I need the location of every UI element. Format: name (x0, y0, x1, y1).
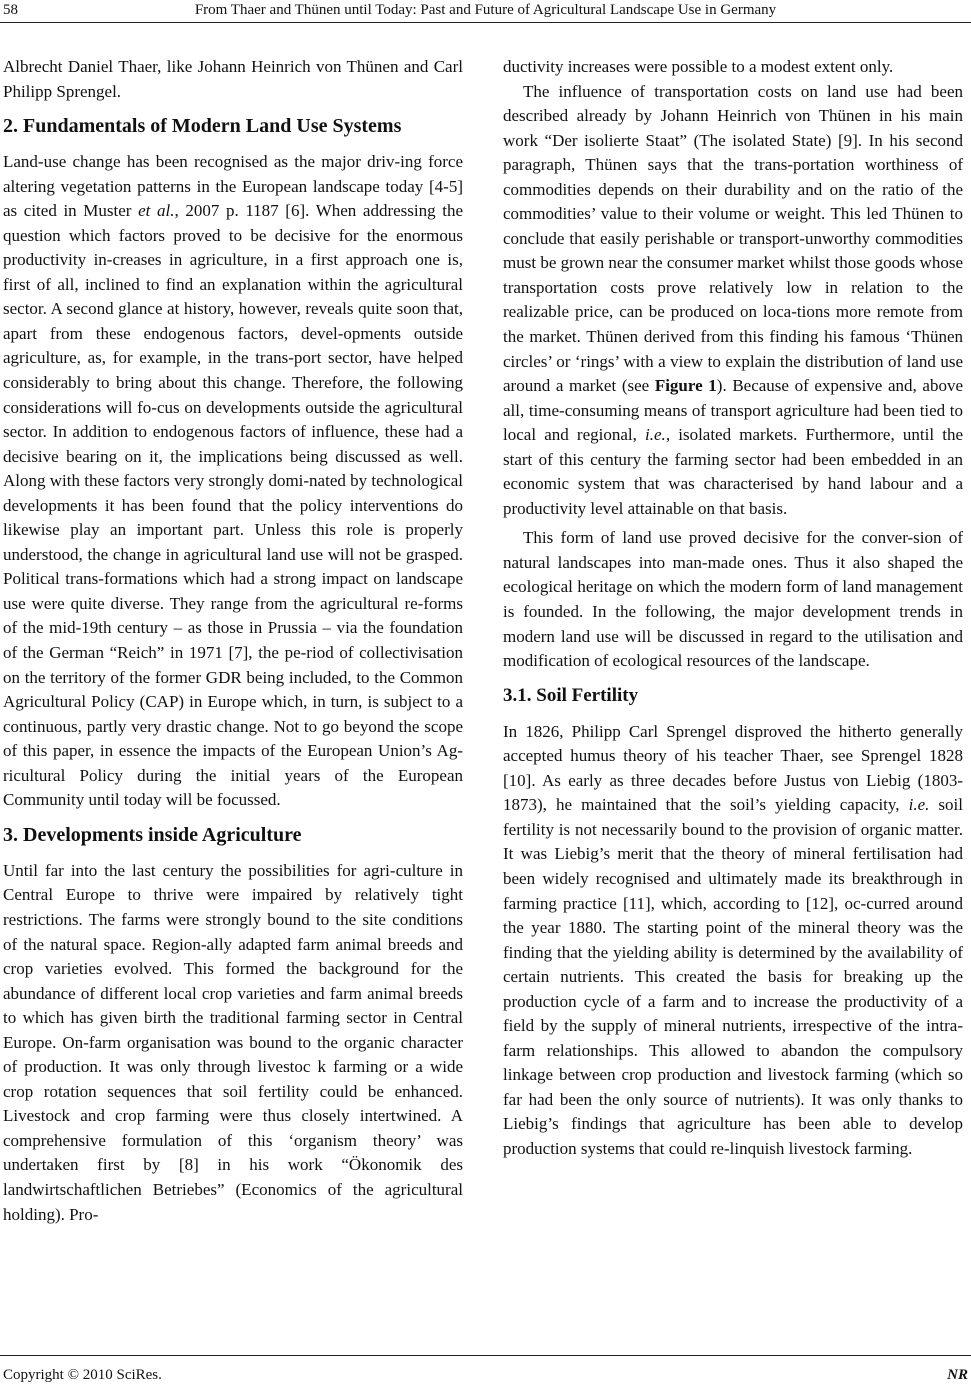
text-span: In 1826, Philipp Carl Sprengel disproved the hitherto generally accepted humus theory of his teacher Thaer, see Sprengel 1828 [10]. As early as three decades before Justus von Liebig (1803-1873), he maintained that the soil’s yielding capacity, (503, 721, 963, 815)
figure-reference: Figure 1 (654, 376, 717, 396)
copyright-notice: Copyright © 2010 SciRes. (3, 1367, 162, 1383)
page-footer (0, 1355, 971, 1386)
ie-italic: i.e. (645, 425, 666, 445)
text-span: , isolated markets. Furthermore, until the start of this century the farming sector had been embedded in an economic system that was characterised by hand labour and a productivity level attainable on that basis. (503, 425, 963, 518)
intro-paragraph: Albrecht Daniel Thaer, like Johann Heinrich von Thünen and Carl Philipp Sprengel. (3, 57, 463, 101)
footer-rule (0, 1355, 971, 1356)
section-3-heading: 3. Developments inside Agriculture (3, 823, 302, 846)
etal-italic: et al. (138, 201, 175, 221)
right-column (503, 55, 963, 1162)
section-2-heading: 2. Fundamentals of Modern Land Use Systems (3, 115, 402, 138)
page-header (0, 0, 971, 26)
text-span: , 2007 p. 1187 [6]. When addressing the question which factors proved to be decisive for the enormous productivity in-creases in agriculture, in a first approach one is, first of all, inclined to find an explanation within the agricultural sector. A second glance at history, however, reveals quite soon that, apart from these endogenous factors, devel-opments outside agriculture, as, for example, in the trans-port sector, have helped considerably to bring about this change. Therefore, the following considerations will fo-cus on developments outside the agricultural sector. In addition to endogenous factors of influence, these had a decisive bearing on it, the implications being discussed as well. Along with these factors very strongly domi-nated by technological developments it has been found that the policy interventions do likewise play an important part. Unless this role is properly understood, the change in agricultural land use will not be grasped. Political trans-formations which had a strong impact on landscape use were quite diverse. They range from the agricultural re-forms of the mid-19th century – as those in Prussia – via the foundation of the German “Reich” in 1971 [7], the pe-riod of collectivisation on the territory of the former GDR being included, to the Common Agricultural Policy (CAP) in Europe which, in turn, is subject to a continuous, partly very drastic change. Not to go beyond the scope of this paper, in essence the impacts of the European Union’s Ag-ricultural Policy during the initial years of the European Community until today will be focussed. (3, 201, 464, 810)
running-title: From Thaer and Thünen until Today: Past and Future of Agricultural Landscape Use in Germany (194, 2, 777, 18)
text-span: soil fertility is not necessarily bound to the provision of organic matter. It was Liebig’s merit that the theory of mineral fertilisation had been widely recognised and ultimately made its breakthrough in farming practice [11], which, according to [12], oc-curred around the year 1880. The starting point of the mineral theory was the finding that the yielding ability is determined by the availability of certain nutrients. This created the basis for breaking up the production cycle of a farm and to increase the productivity of a field by the supply of mineral nutrients, irrespective of the intra-farm relationships. This allowed to abandon the compulsory linkage between crop production and livestock farming (which so far had been the only source of nutrients). It was only thanks to Liebig’s findings that agriculture has been able to develop production systems that could re-linquish livestock farming. (503, 795, 963, 1158)
journal-abbreviation: NR (947, 1367, 968, 1383)
thunen-paragraph (503, 80, 963, 522)
section-2-paragraph (3, 150, 463, 813)
subsection-3-1-heading: 3.1. Soil Fertility (503, 684, 639, 706)
text-span: Land-use change has been recognised as the major driv-ing force altering vegetation patterns in the European landscape today [4-5] as cited in Muster (3, 152, 463, 221)
section-3-paragraph: Until far into the last century the possibilities for agri-culture in Central Europe to thrive were impaired by relatively tight restrictions. The farms were strongly bound to the site conditions of the natural space. Region-ally adapted farm animal breeds and crop varieties evolved. This formed the background for the abundance of different local crop varieties and farm animal breeds to which has given birth the traditional farming sector in Central Europe. On-farm organisation was bound to the organic character of production. It was only through livestoc k farming or a wide crop rotation sequences that soil fertility could be enhanced. Livestock and crop farming were thus closely intertwined. A comprehensive formulation of this ‘organism theory’ was undertaken first by [8] in his work “Ökonomik des landwirtschaftlichen Betriebes” (Economics of the agricultural holding). Pro- (3, 860, 463, 1224)
soil-fertility-paragraph (503, 720, 963, 1162)
left-column (3, 55, 463, 1227)
text-span: ). Because of expensive and, above all, time-consuming means of transport agriculture had been tied to local and regional, (503, 376, 963, 445)
text-span: The influence of transportation costs on land use had been described already by Johann Heinrich von Thünen in his main work “Der isolierte Staat” (The isolated State) [9]. In his second paragraph, Thünen says that the trans-portation worthiness of commodities depends on their durability and on the ratio of the commodities’ value to their volume or weight. This led Thünen to conclude that easily perishable or transport-unworthy commodities must be grown near the consumer market whilst those goods whose transportation costs prove relatively low in relation to the realizable price, can be produced on loca-tions more remote from the market. Thünen derived from this finding his famous ‘Thünen circles’ or ‘rings’ with a view to explain the distribution of land use around a market (see (503, 81, 963, 396)
page-number: 58 (3, 2, 18, 18)
header-rule (0, 22, 971, 23)
land-use-paragraph: This form of land use proved decisive for the conver-sion of natural landscapes into man-made ones. Thus it also shaped the ecological heritage on which the modern form of land management is founded. In the following, the major development trends in modern land use will be discussed in regard to the utilisation and modification of ecological resources of the landscape. (503, 528, 963, 671)
ie-italic: i.e. (908, 795, 930, 815)
continued-paragraph: ductivity increases were possible to a modest extent only. (503, 57, 894, 76)
